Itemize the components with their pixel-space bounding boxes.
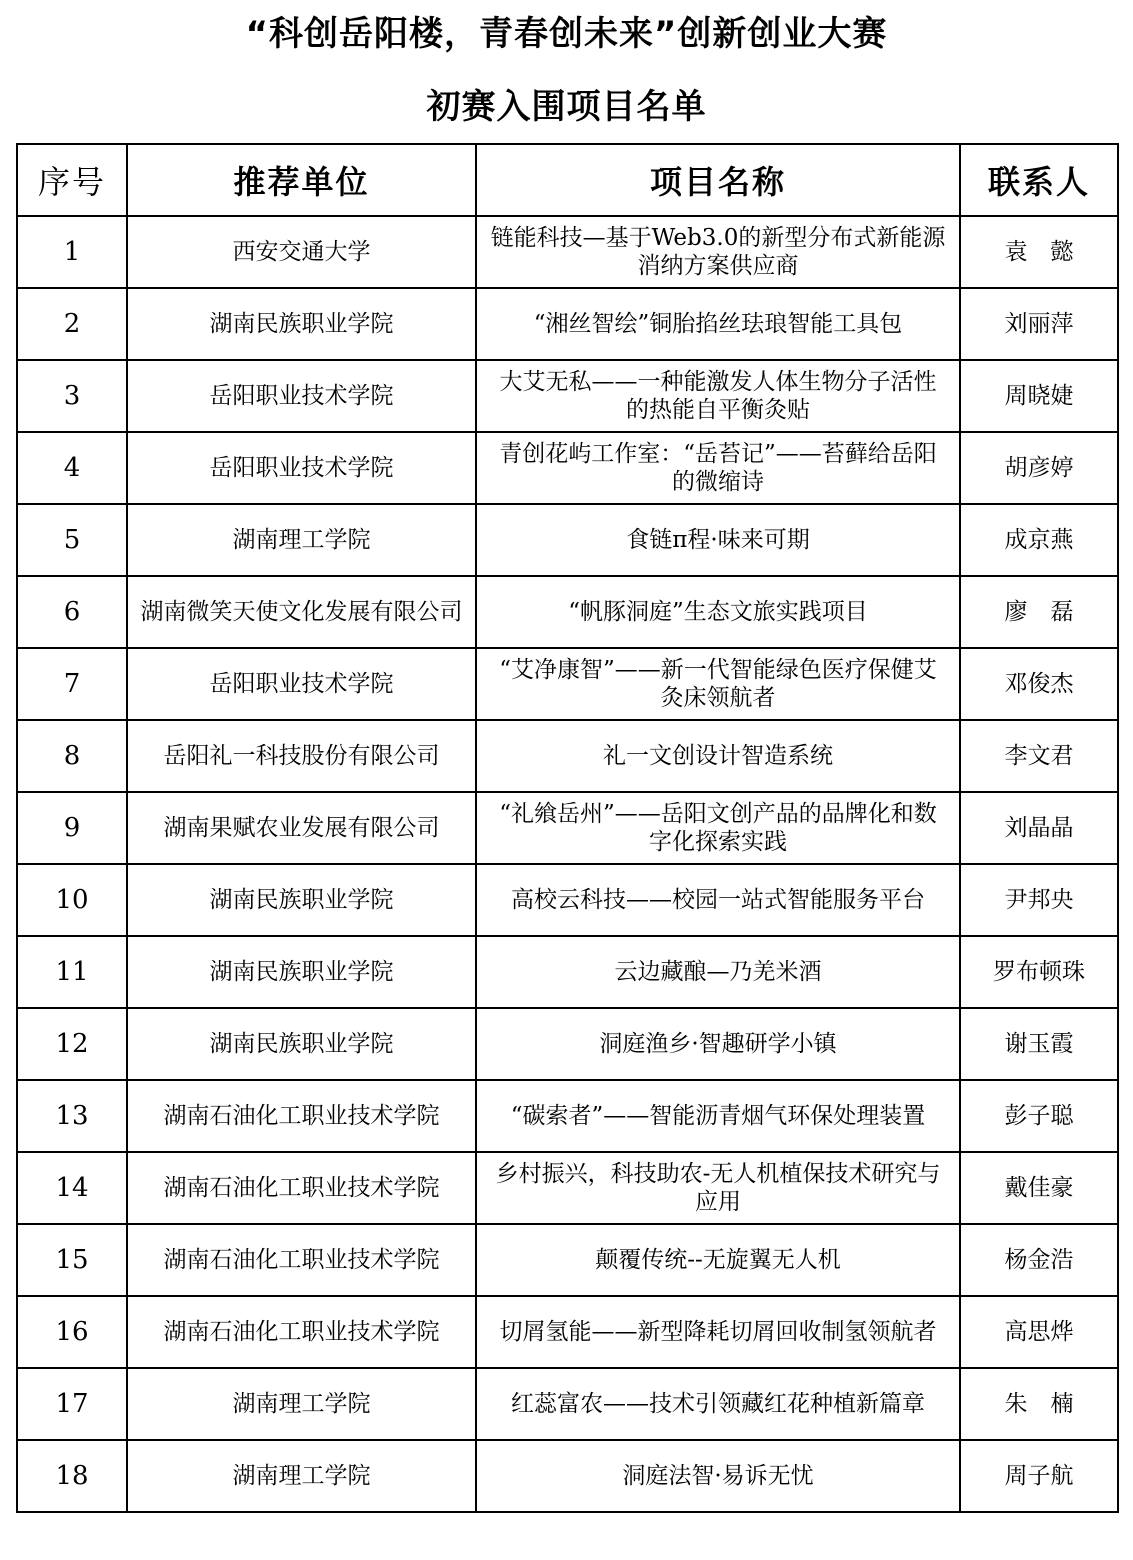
cell-project: “湘丝智绘”铜胎掐丝珐琅智能工具包 xyxy=(476,288,960,360)
cell-project: 红蕊富农——技术引领藏红花种植新篇章 xyxy=(476,1368,960,1440)
cell-seq: 4 xyxy=(17,432,127,504)
cell-unit: 岳阳礼一科技股份有限公司 xyxy=(127,720,476,792)
cell-unit: 岳阳职业技术学院 xyxy=(127,648,476,720)
cell-seq: 1 xyxy=(17,216,127,288)
cell-contact: 李文君 xyxy=(960,720,1118,792)
cell-seq: 14 xyxy=(17,1152,127,1224)
cell-project: 链能科技—基于Web3.0的新型分布式新能源消纳方案供应商 xyxy=(476,216,960,288)
cell-seq: 3 xyxy=(17,360,127,432)
cell-project: “碳索者”——智能沥青烟气环保处理装置 xyxy=(476,1080,960,1152)
table-row xyxy=(17,432,1118,504)
cell-seq: 5 xyxy=(17,504,127,576)
cell-seq: 10 xyxy=(17,864,127,936)
cell-project: 礼一文创设计智造系统 xyxy=(476,720,960,792)
header-seq: 序号 xyxy=(17,144,127,216)
cell-unit: 湖南果赋农业发展有限公司 xyxy=(127,792,476,864)
table-row xyxy=(17,1368,1118,1440)
cell-seq: 12 xyxy=(17,1008,127,1080)
cell-contact: 朱 楠 xyxy=(960,1368,1118,1440)
table-row xyxy=(17,720,1118,792)
table-row xyxy=(17,504,1118,576)
cell-unit: 湖南石油化工职业技术学院 xyxy=(127,1296,476,1368)
header-contact: 联系人 xyxy=(960,144,1118,216)
cell-project: 乡村振兴，科技助农-无人机植保技术研究与应用 xyxy=(476,1152,960,1224)
cell-project: “礼飨岳州”——岳阳文创产品的品牌化和数字化探索实践 xyxy=(476,792,960,864)
cell-unit: 湖南民族职业学院 xyxy=(127,936,476,1008)
table-row xyxy=(17,1152,1118,1224)
cell-contact: 高思烨 xyxy=(960,1296,1118,1368)
cell-project: 洞庭法智·易诉无忧 xyxy=(476,1440,960,1512)
cell-contact: 刘丽萍 xyxy=(960,288,1118,360)
table-body xyxy=(17,216,1118,1512)
cell-contact: 戴佳豪 xyxy=(960,1152,1118,1224)
cell-project: 青创花屿工作室：“岳苔记”——苔藓给岳阳的微缩诗 xyxy=(476,432,960,504)
cell-unit: 岳阳职业技术学院 xyxy=(127,360,476,432)
table-row xyxy=(17,1008,1118,1080)
cell-seq: 6 xyxy=(17,576,127,648)
table-row xyxy=(17,360,1118,432)
cell-contact: 袁 懿 xyxy=(960,216,1118,288)
cell-unit: 湖南民族职业学院 xyxy=(127,1008,476,1080)
cell-contact: 周晓婕 xyxy=(960,360,1118,432)
table-row xyxy=(17,216,1118,288)
cell-contact: 尹邦央 xyxy=(960,864,1118,936)
table-row xyxy=(17,1296,1118,1368)
cell-contact: 廖 磊 xyxy=(960,576,1118,648)
table-row xyxy=(17,1224,1118,1296)
cell-contact: 邓俊杰 xyxy=(960,648,1118,720)
header-project: 项目名称 xyxy=(476,144,960,216)
cell-unit: 湖南微笑天使文化发展有限公司 xyxy=(127,576,476,648)
cell-unit: 湖南石油化工职业技术学院 xyxy=(127,1080,476,1152)
cell-seq: 2 xyxy=(17,288,127,360)
cell-contact: 刘晶晶 xyxy=(960,792,1118,864)
cell-unit: 西安交通大学 xyxy=(127,216,476,288)
cell-seq: 13 xyxy=(17,1080,127,1152)
cell-unit: 湖南石油化工职业技术学院 xyxy=(127,1224,476,1296)
cell-seq: 7 xyxy=(17,648,127,720)
table-row xyxy=(17,576,1118,648)
cell-seq: 17 xyxy=(17,1368,127,1440)
cell-contact: 谢玉霞 xyxy=(960,1008,1118,1080)
cell-project: 云边藏酿—乃羌米酒 xyxy=(476,936,960,1008)
cell-contact: 罗布顿珠 xyxy=(960,936,1118,1008)
cell-unit: 湖南理工学院 xyxy=(127,1440,476,1512)
cell-project: 切屑氢能——新型降耗切屑回收制氢领航者 xyxy=(476,1296,960,1368)
table-row xyxy=(17,1080,1118,1152)
cell-seq: 9 xyxy=(17,792,127,864)
cell-seq: 18 xyxy=(17,1440,127,1512)
cell-project: “帆豚洞庭”生态文旅实践项目 xyxy=(476,576,960,648)
table-row xyxy=(17,648,1118,720)
cell-seq: 8 xyxy=(17,720,127,792)
table-row xyxy=(17,288,1118,360)
cell-contact: 杨金浩 xyxy=(960,1224,1118,1296)
table-row xyxy=(17,1440,1118,1512)
cell-contact: 周子航 xyxy=(960,1440,1118,1512)
finalist-table xyxy=(16,143,1119,1513)
table-row xyxy=(17,936,1118,1008)
cell-unit: 湖南理工学院 xyxy=(127,1368,476,1440)
cell-seq: 15 xyxy=(17,1224,127,1296)
cell-project: 大艾无私——一种能激发人体生物分子活性的热能自平衡灸贴 xyxy=(476,360,960,432)
table-row xyxy=(17,792,1118,864)
document-title: “科创岳阳楼，青春创未来”创新创业大赛 xyxy=(245,14,888,54)
cell-project: 高校云科技——校园一站式智能服务平台 xyxy=(476,864,960,936)
table-header-row xyxy=(17,144,1118,216)
cell-unit: 湖南石油化工职业技术学院 xyxy=(127,1152,476,1224)
cell-unit: 湖南民族职业学院 xyxy=(127,288,476,360)
cell-project: 食链π程·味来可期 xyxy=(476,504,960,576)
table-row xyxy=(17,864,1118,936)
cell-project: 颠覆传统--无旋翼无人机 xyxy=(476,1224,960,1296)
cell-seq: 16 xyxy=(17,1296,127,1368)
cell-seq: 11 xyxy=(17,936,127,1008)
cell-project: 洞庭渔乡·智趣研学小镇 xyxy=(476,1008,960,1080)
cell-unit: 岳阳职业技术学院 xyxy=(127,432,476,504)
cell-contact: 胡彦婷 xyxy=(960,432,1118,504)
cell-project: “艾净康智”——新一代智能绿色医疗保健艾灸床领航者 xyxy=(476,648,960,720)
cell-contact: 成京燕 xyxy=(960,504,1118,576)
cell-unit: 湖南民族职业学院 xyxy=(127,864,476,936)
cell-contact: 彭子聪 xyxy=(960,1080,1118,1152)
header-unit: 推荐单位 xyxy=(127,144,476,216)
cell-unit: 湖南理工学院 xyxy=(127,504,476,576)
document-subtitle: 初赛入围项目名单 xyxy=(426,87,707,127)
